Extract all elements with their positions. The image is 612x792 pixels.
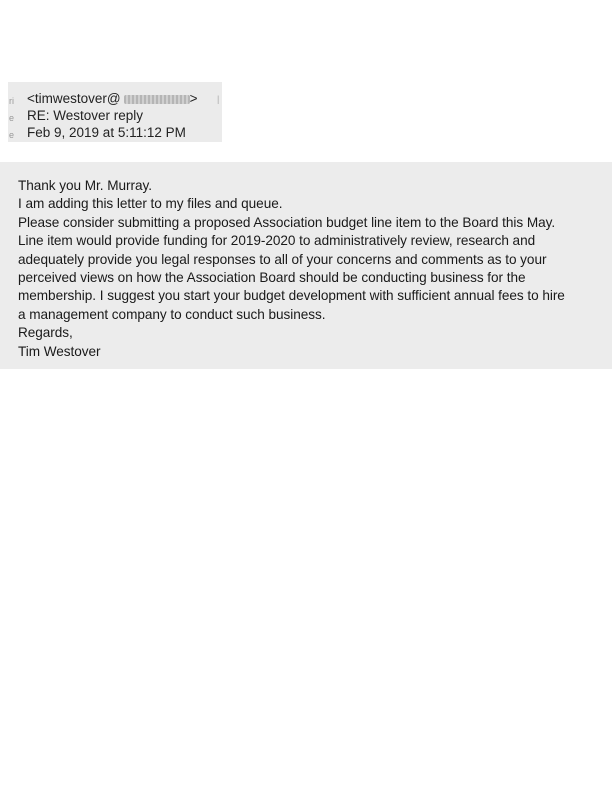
email-from — [27, 90, 198, 108]
body-line: I am adding this letter to my files and queue. — [18, 196, 283, 212]
paragraph-line: a management company to conduct such business. — [18, 306, 326, 322]
cropped-margin-glyph: e — [9, 113, 15, 123]
cropped-margin-glyph: e — [9, 130, 15, 140]
paragraph-line: perceived views on how the Association Board should be conducting business for the — [18, 270, 526, 286]
email-body — [18, 177, 606, 361]
email-from-close: > — [189, 91, 198, 106]
paragraph-line: Please consider submitting a proposed Association budget line item to the Board this May. — [18, 214, 556, 230]
email-from-address: <timwestover@ — [27, 91, 121, 106]
signature: Tim Westover — [18, 343, 101, 359]
paragraph-line: adequately provide you legal responses to all of your concerns and comments as to your — [18, 251, 547, 267]
email-subject: RE: Westover reply — [27, 108, 144, 123]
redacted-domain — [124, 95, 190, 104]
email-date: Feb 9, 2019 at 5:11:12 PM — [27, 125, 186, 140]
paragraph-line: membership. I suggest you start your budget development with sufficient annual fees to hire — [18, 288, 565, 304]
greeting: Thank you Mr. Murray. — [18, 178, 152, 193]
cropped-edge-mark: | — [217, 94, 220, 104]
cropped-margin-glyph: ri — [9, 96, 14, 106]
paragraph-line: Line item would provide funding for 2019-2020 to administratively review, research and — [18, 233, 536, 249]
closing: Regards, — [18, 325, 73, 341]
